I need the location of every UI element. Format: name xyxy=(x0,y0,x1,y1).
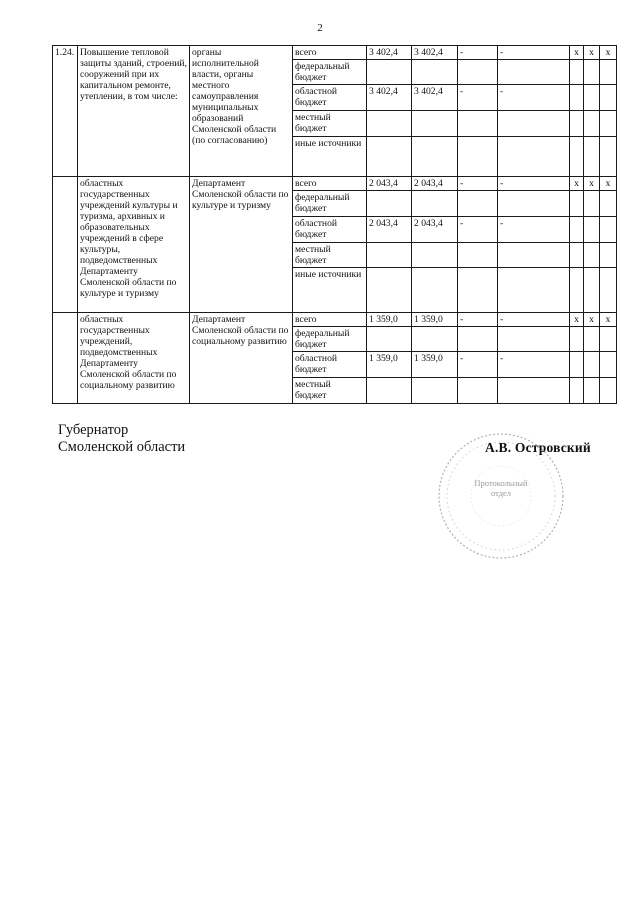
indicator-cell-3 xyxy=(600,352,617,378)
year-2-amount-cell xyxy=(458,111,498,137)
indicator-cell-1 xyxy=(570,60,584,85)
indicator-cell-3 xyxy=(600,268,617,313)
funding-source-cell: областной бюджет xyxy=(293,352,367,378)
indicator-cell-2 xyxy=(584,111,600,137)
item-number-cell xyxy=(53,313,78,404)
total-amount-cell xyxy=(367,378,412,404)
year-amount-cell xyxy=(412,243,458,268)
year-amount-cell xyxy=(412,111,458,137)
year-2-amount-cell: - xyxy=(458,313,498,327)
indicator-cell-2 xyxy=(584,243,600,268)
year-3-amount-cell xyxy=(498,243,570,268)
program-table xyxy=(52,45,617,404)
year-2-amount-cell xyxy=(458,378,498,404)
year-amount-cell: 3 402,4 xyxy=(412,85,458,111)
year-2-amount-cell xyxy=(458,191,498,217)
year-3-amount-cell: - xyxy=(498,46,570,60)
year-amount-cell: 1 359,0 xyxy=(412,352,458,378)
signature-title-line2: Смоленской области xyxy=(58,439,186,455)
executor-cell: органы исполнительной власти, органы местного самоуправления муниципальных образований Смоленской области (по согласованию) xyxy=(190,46,293,177)
indicator-cell-3 xyxy=(600,85,617,111)
stamp-text xyxy=(433,478,569,498)
measure-name-cell: Повышение тепловой защиты зданий, строений, сооружений при их капитальном ремонте, утеплении, в том числе: xyxy=(78,46,190,177)
signature-title xyxy=(58,422,185,456)
year-3-amount-cell xyxy=(498,378,570,404)
indicator-cell-2: х xyxy=(584,46,600,60)
year-3-amount-cell xyxy=(498,327,570,352)
funding-source-cell: областной бюджет xyxy=(293,217,367,243)
year-2-amount-cell xyxy=(458,268,498,313)
funding-source-cell: иные источники xyxy=(293,268,367,313)
indicator-cell-3 xyxy=(600,60,617,85)
funding-source-cell: всего xyxy=(293,177,367,191)
year-amount-cell: 3 402,4 xyxy=(412,46,458,60)
funding-source-cell: иные источники xyxy=(293,137,367,177)
year-2-amount-cell: - xyxy=(458,177,498,191)
total-amount-cell xyxy=(367,137,412,177)
page-number: 2 xyxy=(317,22,323,34)
table-row xyxy=(53,177,617,191)
year-3-amount-cell xyxy=(498,60,570,85)
indicator-cell-2 xyxy=(584,268,600,313)
indicator-cell-1 xyxy=(570,268,584,313)
year-3-amount-cell: - xyxy=(498,85,570,111)
indicator-cell-2: х xyxy=(584,177,600,191)
total-amount-cell xyxy=(367,268,412,313)
indicator-cell-2 xyxy=(584,217,600,243)
executor-cell: Департамент Смоленской области по культуре и туризму xyxy=(190,177,293,313)
total-amount-cell: 2 043,4 xyxy=(367,177,412,191)
total-amount-cell: 1 359,0 xyxy=(367,313,412,327)
table-row xyxy=(53,313,617,327)
total-amount-cell: 3 402,4 xyxy=(367,85,412,111)
year-amount-cell xyxy=(412,268,458,313)
stamp-text-line2: отдел xyxy=(490,488,512,498)
total-amount-cell xyxy=(367,327,412,352)
indicator-cell-1: х xyxy=(570,46,584,60)
year-2-amount-cell: - xyxy=(458,217,498,243)
indicator-cell-2: х xyxy=(584,313,600,327)
year-amount-cell: 1 359,0 xyxy=(412,313,458,327)
indicator-cell-1 xyxy=(570,352,584,378)
year-2-amount-cell xyxy=(458,60,498,85)
indicator-cell-1 xyxy=(570,137,584,177)
total-amount-cell xyxy=(367,111,412,137)
indicator-cell-3: х xyxy=(600,46,617,60)
indicator-cell-2 xyxy=(584,137,600,177)
year-2-amount-cell xyxy=(458,137,498,177)
indicator-cell-1: х xyxy=(570,177,584,191)
funding-source-cell: местный бюджет xyxy=(293,243,367,268)
indicator-cell-2 xyxy=(584,378,600,404)
funding-source-cell: всего xyxy=(293,313,367,327)
indicator-cell-3 xyxy=(600,327,617,352)
year-amount-cell xyxy=(412,60,458,85)
total-amount-cell: 1 359,0 xyxy=(367,352,412,378)
funding-source-cell: федеральный бюджет xyxy=(293,327,367,352)
year-3-amount-cell: - xyxy=(498,313,570,327)
indicator-cell-3: х xyxy=(600,313,617,327)
indicator-cell-1 xyxy=(570,191,584,217)
total-amount-cell xyxy=(367,243,412,268)
item-number-cell xyxy=(53,177,78,313)
year-amount-cell: 2 043,4 xyxy=(412,177,458,191)
indicator-cell-1 xyxy=(570,243,584,268)
indicator-cell-1 xyxy=(570,378,584,404)
year-2-amount-cell: - xyxy=(458,352,498,378)
funding-source-cell: местный бюджет xyxy=(293,111,367,137)
indicator-cell-2 xyxy=(584,352,600,378)
year-2-amount-cell xyxy=(458,327,498,352)
measure-name-cell: областных государственных учреждений культуры и туризма, архивных и образовательных учреждений в сфере культуры, подведомственных Департаменту Смоленской области по культуре и туризму xyxy=(78,177,190,313)
indicator-cell-1: х xyxy=(570,313,584,327)
indicator-cell-1 xyxy=(570,217,584,243)
measure-name-cell: областных государственных учреждений, подведомственных Департаменту Смоленской области по социальному развитию xyxy=(78,313,190,404)
indicator-cell-2 xyxy=(584,85,600,111)
year-3-amount-cell xyxy=(498,268,570,313)
signature-title-line1: Губернатор xyxy=(58,422,129,438)
year-amount-cell: 2 043,4 xyxy=(412,217,458,243)
indicator-cell-2 xyxy=(584,60,600,85)
executor-cell: Департамент Смоленской области по социальному развитию xyxy=(190,313,293,404)
indicator-cell-2 xyxy=(584,327,600,352)
year-2-amount-cell xyxy=(458,243,498,268)
year-3-amount-cell: - xyxy=(498,352,570,378)
year-3-amount-cell xyxy=(498,137,570,177)
total-amount-cell: 3 402,4 xyxy=(367,46,412,60)
indicator-cell-3 xyxy=(600,378,617,404)
indicator-cell-2 xyxy=(584,191,600,217)
indicator-cell-3 xyxy=(600,243,617,268)
table-row xyxy=(53,46,617,60)
indicator-cell-3: х xyxy=(600,177,617,191)
year-3-amount-cell: - xyxy=(498,177,570,191)
indicator-cell-1 xyxy=(570,327,584,352)
signatory-name: А.В. Островский xyxy=(485,440,591,455)
funding-source-cell: федеральный бюджет xyxy=(293,60,367,85)
funding-source-cell: федеральный бюджет xyxy=(293,191,367,217)
total-amount-cell xyxy=(367,60,412,85)
year-2-amount-cell: - xyxy=(458,85,498,111)
indicator-cell-3 xyxy=(600,217,617,243)
indicator-cell-3 xyxy=(600,111,617,137)
year-3-amount-cell: - xyxy=(498,217,570,243)
year-amount-cell xyxy=(412,327,458,352)
year-amount-cell xyxy=(412,137,458,177)
year-amount-cell xyxy=(412,378,458,404)
funding-source-cell: областной бюджет xyxy=(293,85,367,111)
indicator-cell-1 xyxy=(570,85,584,111)
year-2-amount-cell: - xyxy=(458,46,498,60)
year-3-amount-cell xyxy=(498,191,570,217)
indicator-cell-1 xyxy=(570,111,584,137)
stamp-text-line1: Протокольный xyxy=(474,478,528,488)
total-amount-cell xyxy=(367,191,412,217)
total-amount-cell: 2 043,4 xyxy=(367,217,412,243)
indicator-cell-3 xyxy=(600,191,617,217)
indicator-cell-3 xyxy=(600,137,617,177)
year-3-amount-cell xyxy=(498,111,570,137)
funding-source-cell: местный бюджет xyxy=(293,378,367,404)
funding-source-cell: всего xyxy=(293,46,367,60)
item-number-cell: 1.24. xyxy=(53,46,78,177)
year-amount-cell xyxy=(412,191,458,217)
